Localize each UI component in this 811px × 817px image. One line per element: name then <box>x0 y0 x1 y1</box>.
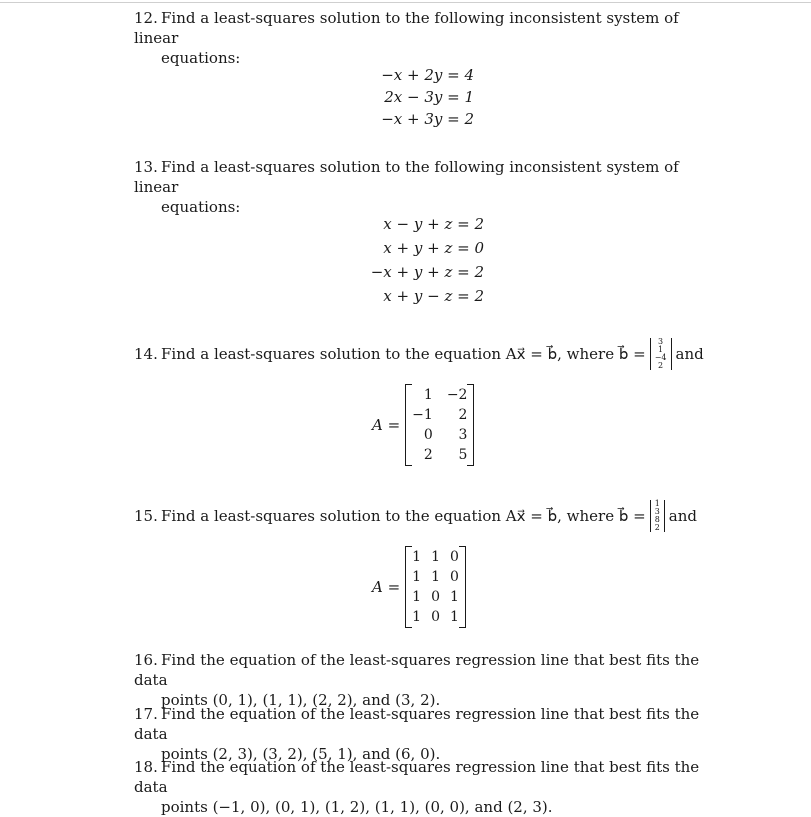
problem-15 <box>134 500 714 532</box>
equation-system-13 <box>330 212 484 308</box>
matrix-cell: 1 <box>412 589 422 605</box>
problem-number: 18. <box>134 758 158 776</box>
problem-text-and: and <box>668 507 698 525</box>
matrix-cell: 1 <box>431 569 441 585</box>
equation: −x + y + z = 2 <box>370 263 484 281</box>
equation: x + y + z = 0 <box>383 239 484 257</box>
problem-text: Find a least-squares solution to the equation Ax⃗ = b⃗, where b⃗ = <box>161 507 646 525</box>
equation: x − y + z = 2 <box>383 215 484 233</box>
matrix-cell: 5 <box>458 447 468 463</box>
equation: 2x − 3y = 1 <box>384 88 474 106</box>
matrix-cell: 1 <box>450 589 459 605</box>
problem-text: Find the equation of the least-squares regression line that best fits the data <box>134 651 700 689</box>
matrix-A-14 <box>372 384 474 466</box>
problem-number: 15. <box>134 507 158 525</box>
vector-entry: 1 <box>654 499 660 508</box>
matrix-cell: 2 <box>423 447 433 463</box>
problem-number: 16. <box>134 651 158 669</box>
matrix-cell: 0 <box>450 549 459 565</box>
problem-number: 12. <box>134 9 158 27</box>
vector-entry: 3 <box>654 507 660 516</box>
matrix-cell: 1 <box>450 609 459 625</box>
problem-number: 17. <box>134 705 158 723</box>
problem-text-cont: points (−1, 0), (0, 1), (1, 2), (1, 1), (0, 0), and (2, 3). <box>161 798 553 816</box>
equation: −x + 3y = 2 <box>381 110 474 128</box>
vector-entry: −4 <box>654 353 667 362</box>
matrix-cell: 1 <box>412 569 422 585</box>
vector-entry: 1 <box>658 345 664 354</box>
matrix-cell: −2 <box>446 387 468 403</box>
matrix-cell: 2 <box>458 407 468 423</box>
page-top-rule <box>0 2 811 3</box>
problem-16 <box>134 650 714 710</box>
problem-text-cont: points (0, 1), (1, 1), (2, 2), and (3, 2). <box>161 691 441 709</box>
vector-b <box>650 338 672 370</box>
problem-18 <box>134 757 714 817</box>
problem-text: Find the equation of the least-squares regression line that best fits the data <box>134 758 700 796</box>
problem-13 <box>134 157 714 217</box>
problem-12 <box>134 8 714 68</box>
problem-text: Find the equation of the least-squares regression line that best fits the data <box>134 705 700 743</box>
matrix-cell: 1 <box>412 609 422 625</box>
vector-entry: 3 <box>658 337 664 346</box>
matrix-label: A = <box>372 578 401 596</box>
problem-text-cont: equations: <box>161 49 241 67</box>
equation: x + y − z = 2 <box>383 287 484 305</box>
matrix-cell: 0 <box>450 569 459 585</box>
problem-text: Find a least-squares solution to the equation Ax⃗ = b⃗, where b⃗ = <box>161 345 646 363</box>
matrix-cell: 3 <box>458 427 468 443</box>
problem-text-cont: equations: <box>161 198 241 216</box>
vector-entry: 2 <box>654 523 660 532</box>
matrix-cell: 0 <box>431 609 441 625</box>
matrix-cell: −1 <box>412 407 433 423</box>
matrix-cell: 1 <box>423 387 433 403</box>
vector-entry: 8 <box>654 515 660 524</box>
problem-number: 14. <box>134 345 158 363</box>
vector-entry: 2 <box>658 361 664 370</box>
equation: −x + 2y = 4 <box>381 66 474 84</box>
matrix-label: A = <box>372 416 401 434</box>
matrix-cell: 0 <box>423 427 433 443</box>
equation-system-12 <box>340 64 474 130</box>
problem-14 <box>134 338 714 370</box>
matrix-cell: 0 <box>431 589 441 605</box>
problem-text-and: and <box>675 345 704 363</box>
problem-number: 13. <box>134 158 158 176</box>
matrix-cell: 1 <box>431 549 441 565</box>
problem-text-cont: points (2, 3), (3, 2), (5, 1), and (6, 0). <box>161 745 441 763</box>
matrix-A-15 <box>372 546 466 628</box>
matrix-cell: 1 <box>412 549 422 565</box>
problem-text: Find a least-squares solution to the following inconsistent system of linear <box>134 158 679 196</box>
vector-b <box>650 500 665 532</box>
problem-17 <box>134 704 714 764</box>
problem-text: Find a least-squares solution to the following inconsistent system of linear <box>134 9 679 47</box>
